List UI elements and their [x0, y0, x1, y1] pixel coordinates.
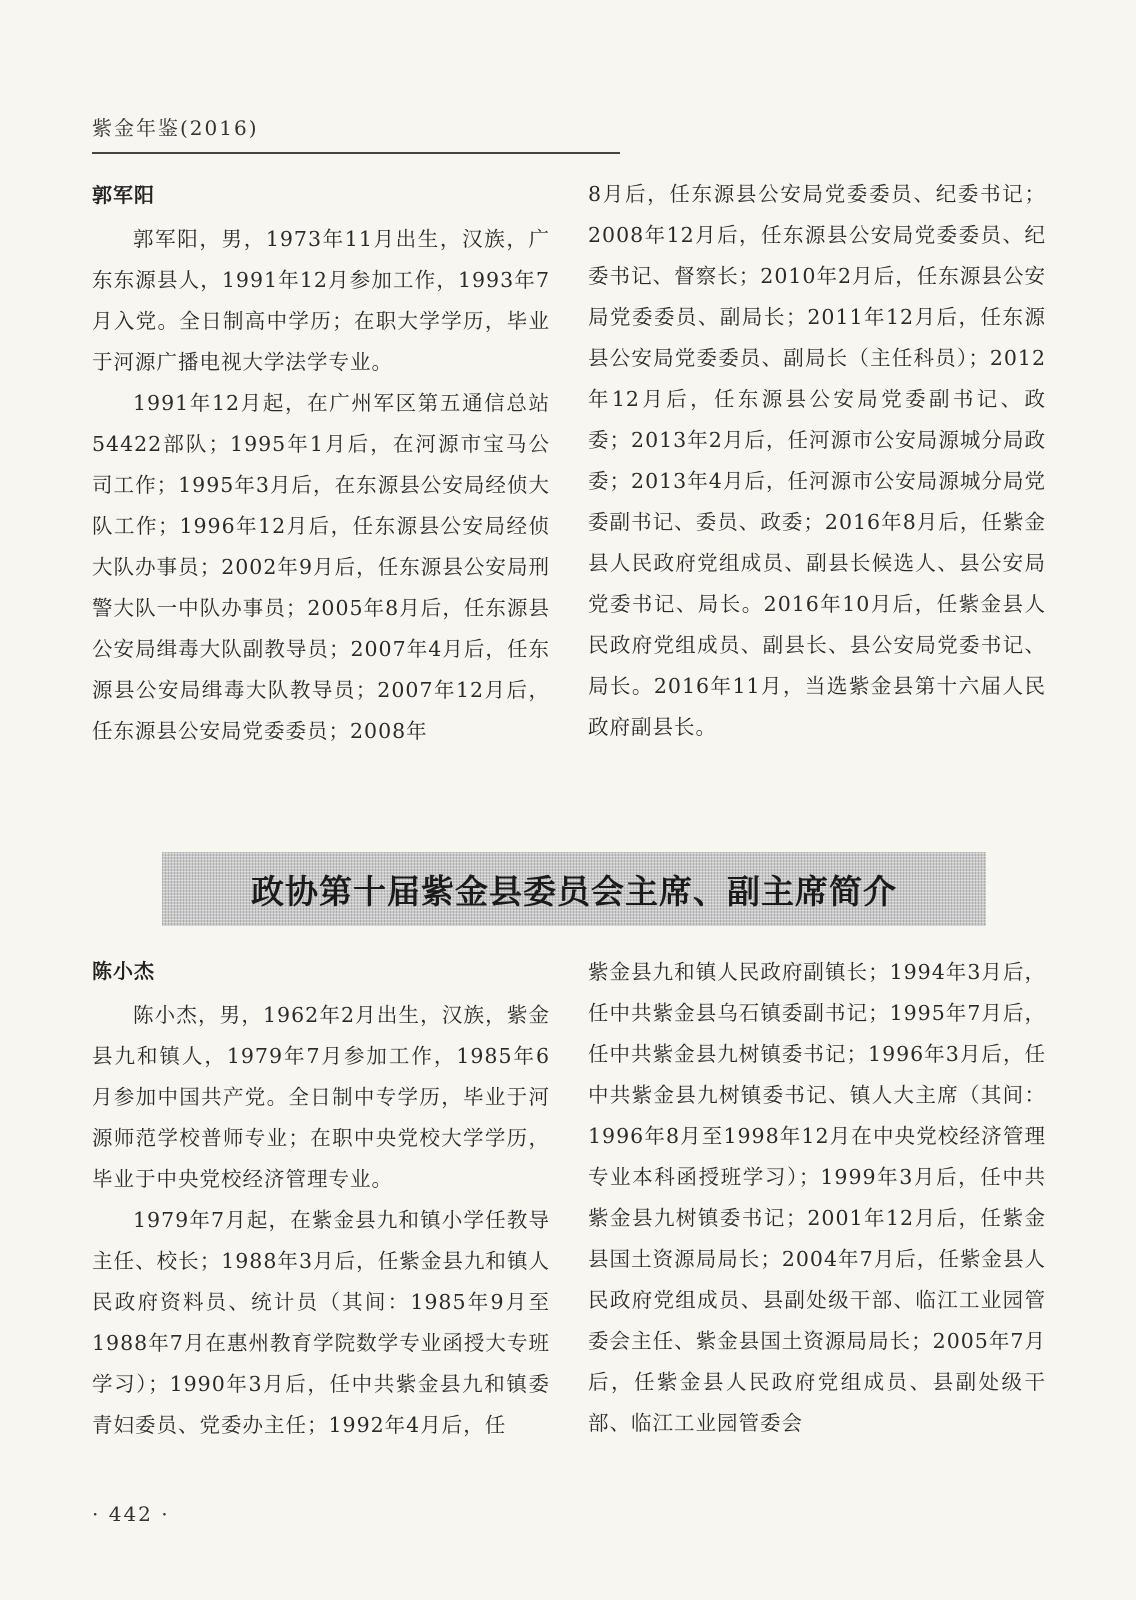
section2-paragraph-continued: 紫金县九和镇人民政府副镇长；1994年3月后，任中共紫金县乌石镇委副书记；1995年7月后，任中共紫金县九树镇委书记；1996年3月后，任中共紫金县九树镇委书记、镇人大主席（其间：1996年8月至1998年12月在中央党校经济管理专业本科函授班学习）；1999年3月后，任中共紫金县九树镇委书记；2001年12月后，任紫金县国土资源局局长；2004年7月后，任紫金县人民政府党组成员、县副处级干部、临江工业园管委会主任、紫金县国土资源局局长；2005年7月后，任紫金县人民政府党组成员、县副处级干部、临江工业园管委会	[588, 960, 1046, 1435]
section1-left-column	[92, 178, 550, 752]
section1-paragraph-1: 郭军阳，男，1973年11月出生，汉族，广东东源县人，1991年12月参加工作，1993年7月入党。全日制高中学历；在职大学学历，毕业于河源广播电视大学法学专业。	[92, 227, 550, 374]
section2-paragraph-2: 1979年7月起，在紫金县九和镇小学任教导主任、校长；1988年3月后，任紫金县九和镇人民政府资料员、统计员（其间：1985年9月至1988年7月在惠州教育学院数学专业函授大专班学习）；1990年3月后，任中共紫金县九和镇委青妇委员、党委办主任；1992年4月后，任	[92, 1208, 550, 1437]
section1-person-name: 郭军阳	[92, 183, 155, 207]
section2-person-name: 陈小杰	[92, 959, 155, 983]
section2-right-column	[588, 952, 1046, 1444]
running-header: 紫金年鉴(2016)	[92, 116, 259, 140]
section1-paragraph-continued: 8月后，任东源县公安局党委委员、纪委书记；2008年12月后，任东源县公安局党委委员、纪委书记、督察长；2010年2月后，任东源县公安局党委委员、副局长；2011年12月后，任东源县公安局党委委员、副局长（主任科员）；2012年12月后，任东源县公安局党委副书记、政委；2013年2月后，任河源市公安局源城分局政委；2013年4月后，任河源市公安局源城分局党委副书记、委员、政委；2016年8月后，任紫金县人民政府党组成员、副县长候选人、县公安局党委书记、局长。2016年10月后，任紫金县人民政府党组成员、副县长、县公安局党委书记、局长。2016年11月，当选紫金县第十六届人民政府副县长。	[588, 182, 1046, 739]
section2-left-column	[92, 954, 550, 1446]
section1-paragraph-2: 1991年12月起，在广州军区第五通信总站54422部队；1995年1月后，在河源市宝马公司工作；1995年3月后，在东源县公安局经侦大队工作；1996年12月后，任东源县公安局经侦大队办事员；2002年9月后，任东源县公安局刑警大队一中队办事员；2005年8月后，任东源县公安局缉毒大队副教导员；2007年4月后，任东源县公安局缉毒大队教导员；2007年12月后，任东源县公安局党委委员；2008年	[92, 391, 550, 743]
section1-right-column	[588, 174, 1046, 748]
header-rule	[92, 152, 620, 154]
section-banner	[162, 852, 986, 926]
page-number: · 442 ·	[92, 1502, 170, 1526]
section2-paragraph-1: 陈小杰，男，1962年2月出生，汉族，紫金县九和镇人，1979年7月参加工作，1985年6月参加中国共产党。全日制中专学历，毕业于河源师范学校普师专业；在职中央党校大学学历，毕业于中央党校经济管理专业。	[92, 1003, 550, 1191]
section-banner-title: 政协第十届紫金县委员会主席、副主席简介	[251, 871, 897, 911]
